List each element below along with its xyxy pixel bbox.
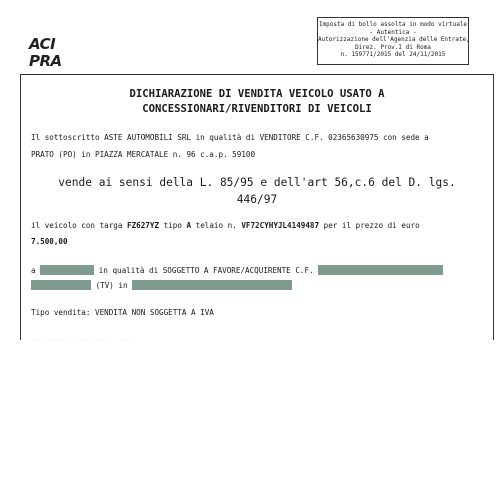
document-title [21,87,493,117]
plate-number: FZ627YZ [127,221,160,230]
redacted-city [31,280,91,290]
vehicle-text: il veicolo con targa [31,221,128,230]
redacted-buyer-name [40,265,94,275]
buyer-text: (TV) in [91,281,133,290]
tax-stamp-box [317,17,469,65]
redacted-address [132,280,292,290]
sale-price: 7.500,00 [31,237,68,246]
vehicle-line [31,221,420,230]
buyer-line-1 [31,265,443,275]
cut-off-line: ... ... .. .. .... ... [31,335,132,341]
sale-line-2: 446/97 [236,193,278,206]
logo-line-2: PRA [29,52,62,70]
seller-line-1: Il sottoscritto ASTE AUTOMOBILI SRL in qualità di VENDITORE C.F. 02365630975 con sede a [31,133,429,142]
stamp-line: Imposta di bollo assolta in modo virtuale [318,21,468,28]
title-line-1: DICHIARAZIONE DI VENDITA VEICOLO USATO A [129,88,385,100]
stamp-line: n. 159771/2015 del 24/11/2015 [340,51,446,59]
vehicle-type: A [186,221,192,230]
title-line-2: CONCESSIONARI/RIVENDITORI DI VEICOLI [142,103,372,115]
logo-line-1: ACI [29,35,56,53]
aci-pra-logo [29,36,63,70]
declaration-document [20,74,494,340]
seller-line-2: PRATO (PO) in PIAZZA MERCATALE n. 96 c.a.p. 59100 [31,150,256,159]
stamp-line: Direz. Prov.I di Roma [355,43,431,51]
buyer-text: in qualità di SOGGETTO A FAVORE/ACQUIRENTE C.F. [94,266,319,275]
buyer-line-2 [31,280,292,290]
buyer-text: a [31,266,41,275]
stamp-line: Autorizzazione dell'Agenzia delle Entrate, [318,36,470,44]
redacted-tax-code [318,265,443,275]
sale-type: Tipo vendita: VENDITA NON SOGGETTA A IVA [31,308,214,317]
sale-statement [21,174,493,208]
vehicle-text: telaio n. [191,221,242,230]
chassis-number: VF72CYHYJL4149487 [241,221,320,230]
vehicle-text: tipo [159,221,187,230]
sale-line-1: vende ai sensi della L. 85/95 e dell'art 56,c.6 del D. lgs. [58,176,456,189]
stamp-line: - Autentica - [369,28,417,36]
vehicle-text: per il prezzo di euro [319,221,420,230]
